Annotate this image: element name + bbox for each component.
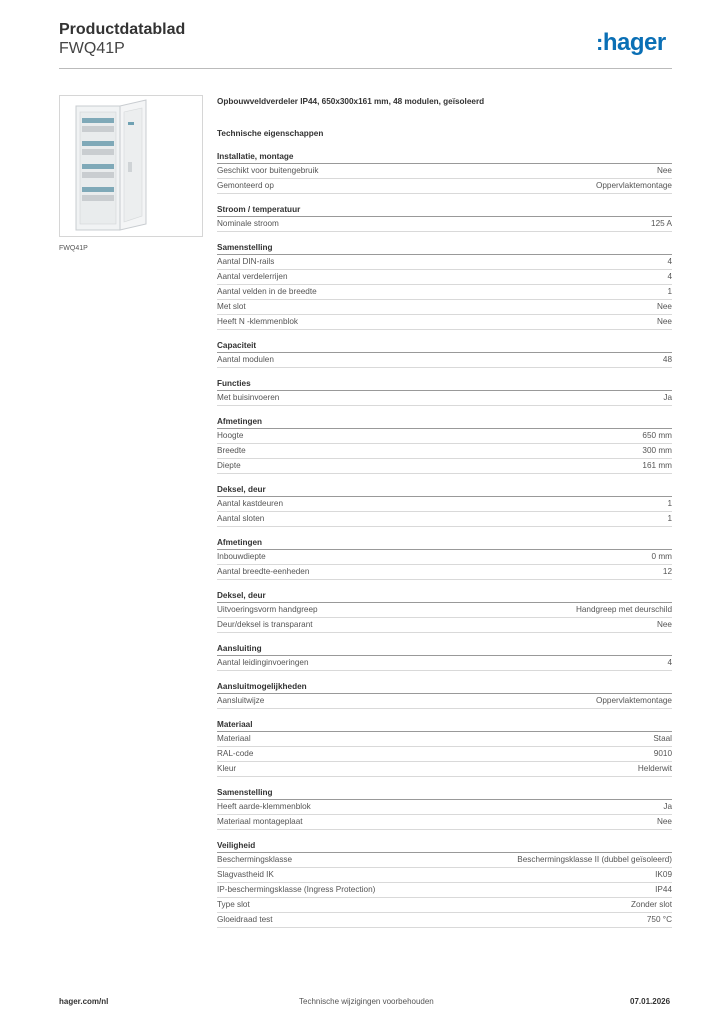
spec-value: IK09 (655, 870, 672, 879)
spec-label: Aantal sloten (217, 514, 265, 523)
spec-value: Nee (656, 817, 672, 826)
spec-value: Helderwit (637, 764, 672, 773)
spec-row (217, 255, 672, 270)
spec-value: Staal (653, 734, 672, 743)
spec-row (217, 179, 672, 194)
product-image (59, 95, 203, 237)
section-title: Deksel, deur (217, 588, 672, 603)
spec-row (217, 694, 672, 709)
footer-date: 07.01.2026 (630, 997, 671, 1006)
spec-value: 4 (667, 257, 672, 266)
spec-value: Nee (656, 302, 672, 311)
product-description: Opbouwveldverdeler IP44, 650x300x161 mm, 48 modulen, geïsoleerd (217, 97, 485, 106)
spec-section (217, 588, 672, 633)
spec-row (217, 656, 672, 671)
spec-row (217, 497, 672, 512)
spec-label: Heeft aarde-klemmenblok (217, 802, 311, 811)
spec-label: Diepte (217, 461, 241, 470)
spec-row (217, 747, 672, 762)
spec-value: Nee (656, 166, 672, 175)
product-details (217, 94, 672, 928)
spec-label: Aantal modulen (217, 355, 274, 364)
spec-label: Aantal DIN-rails (217, 257, 275, 266)
spec-value: Oppervlaktemontage (595, 696, 672, 705)
spec-value: 300 mm (642, 446, 672, 455)
spec-row (217, 853, 672, 868)
spec-label: Nominale stroom (217, 219, 279, 228)
spec-value: IP44 (655, 885, 672, 894)
section-title: Functies (217, 376, 672, 391)
spec-section (217, 149, 672, 194)
tech-title: Technische eigenschappen (217, 129, 324, 138)
spec-row (217, 429, 672, 444)
section-title: Deksel, deur (217, 482, 672, 497)
spec-value: Oppervlaktemontage (595, 181, 672, 190)
spec-section (217, 717, 672, 777)
spec-label: Met buisinvoeren (217, 393, 280, 402)
spec-label: Geschikt voor buitengebruik (217, 166, 319, 175)
spec-row (217, 353, 672, 368)
section-title: Samenstelling (217, 785, 672, 800)
spec-label: Gemonteerd op (217, 181, 274, 190)
product-code: FWQ41P (59, 40, 125, 57)
spec-section (217, 414, 672, 474)
spec-value: 4 (667, 272, 672, 281)
spec-row (217, 391, 672, 406)
spec-row (217, 898, 672, 913)
spec-label: Hoogte (217, 431, 244, 440)
spec-label: Aansluitwijze (217, 696, 265, 705)
section-title: Aansluitmogelijkheden (217, 679, 672, 694)
section-title: Afmetingen (217, 414, 672, 429)
spec-label: Gloeidraad test (217, 915, 273, 924)
spec-section (217, 240, 672, 330)
section-title: Veiligheid (217, 838, 672, 853)
spec-value: Zonder slot (631, 900, 672, 909)
spec-value: 125 A (651, 219, 672, 228)
spec-section (217, 679, 672, 709)
spec-label: Aantal verdelerrijen (217, 272, 288, 281)
spec-label: Aantal kastdeuren (217, 499, 283, 508)
spec-label: RAL-code (217, 749, 254, 758)
spec-section (217, 641, 672, 671)
spec-label: Aantal velden in de breedte (217, 287, 317, 296)
spec-row (217, 512, 672, 527)
spec-label: Aantal leidinginvoeringen (217, 658, 309, 667)
spec-value: Ja (663, 393, 672, 402)
spec-row (217, 164, 672, 179)
spec-value: 12 (662, 567, 672, 576)
page-title: Productdatablad (59, 21, 186, 38)
spec-section (217, 376, 672, 406)
spec-row (217, 762, 672, 777)
spec-row (217, 565, 672, 580)
spec-value: Ja (663, 802, 672, 811)
spec-label: Beschermingsklasse (217, 855, 293, 864)
section-title: Capaciteit (217, 338, 672, 353)
spec-label: Kleur (217, 764, 237, 773)
spec-value: Handgreep met deurschild (575, 605, 672, 614)
section-title: Samenstelling (217, 240, 672, 255)
spec-row (217, 913, 672, 928)
spec-row (217, 217, 672, 232)
spec-row (217, 603, 672, 618)
spec-label: Heeft N -klemmenblok (217, 317, 298, 326)
spec-row (217, 732, 672, 747)
spec-section (217, 338, 672, 368)
image-caption: FWQ41P (59, 245, 88, 252)
section-title: Materiaal (217, 717, 672, 732)
spec-value: 0 mm (651, 552, 672, 561)
spec-value: 4 (667, 658, 672, 667)
spec-label: Slagvastheid IK (217, 870, 274, 879)
spec-label: Materiaal montageplaat (217, 817, 303, 826)
section-title: Stroom / temperatuur (217, 202, 672, 217)
spec-section (217, 785, 672, 830)
spec-row (217, 270, 672, 285)
spec-row (217, 444, 672, 459)
spec-value: 650 mm (642, 431, 672, 440)
spec-row (217, 815, 672, 830)
distribution-board-icon (60, 96, 202, 236)
spec-value: 9010 (653, 749, 672, 758)
hager-logo: :hager (596, 29, 666, 56)
spec-value: 1 (667, 514, 672, 523)
spec-section (217, 838, 672, 928)
spec-row (217, 315, 672, 330)
spec-value: Nee (656, 317, 672, 326)
spec-value: 1 (667, 499, 672, 508)
footer-website-link[interactable]: hager.com/nl (59, 997, 109, 1006)
spec-label: Inbouwdiepte (217, 552, 266, 561)
spec-value: Nee (656, 620, 672, 629)
spec-value: 1 (667, 287, 672, 296)
spec-row (217, 868, 672, 883)
spec-label: Materiaal (217, 734, 251, 743)
section-title: Afmetingen (217, 535, 672, 550)
footer-disclaimer: Technische wijzigingen voorbehouden (299, 997, 434, 1006)
spec-label: Type slot (217, 900, 250, 909)
spec-section (217, 482, 672, 527)
spec-label: Aantal breedte-eenheden (217, 567, 310, 576)
spec-label: IP-beschermingsklasse (Ingress Protection) (217, 885, 376, 894)
header-divider (59, 68, 672, 69)
spec-row (217, 618, 672, 633)
spec-label: Uitvoeringsvorm handgreep (217, 605, 318, 614)
section-title: Aansluiting (217, 641, 672, 656)
spec-row (217, 285, 672, 300)
spec-section (217, 535, 672, 580)
spec-label: Deur/deksel is transparant (217, 620, 313, 629)
spec-row (217, 459, 672, 474)
spec-section (217, 202, 672, 232)
spec-row (217, 800, 672, 815)
spec-value: 750 °C (646, 915, 672, 924)
spec-value: 48 (662, 355, 672, 364)
spec-label: Breedte (217, 446, 246, 455)
spec-sections (217, 149, 672, 928)
spec-value: 161 mm (642, 461, 672, 470)
spec-row (217, 550, 672, 565)
spec-row (217, 883, 672, 898)
spec-label: Met slot (217, 302, 246, 311)
section-title: Installatie, montage (217, 149, 672, 164)
spec-value: Beschermingsklasse II (dubbel geïsoleerd) (517, 855, 672, 864)
spec-row (217, 300, 672, 315)
